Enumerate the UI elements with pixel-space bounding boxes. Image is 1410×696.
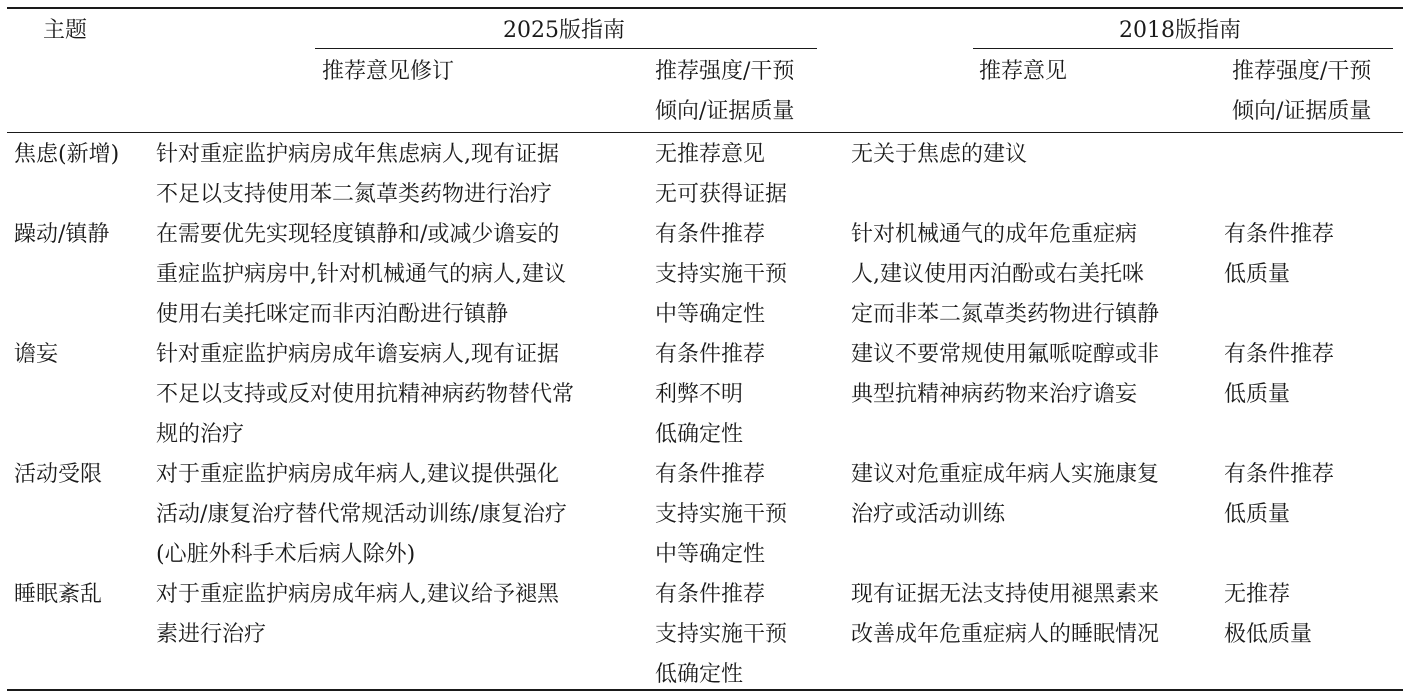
cell-line: 有条件推荐 [655, 582, 766, 607]
cell-line: 极低质量 [1224, 622, 1313, 647]
cell-line: 治疗或活动训练 [851, 502, 1006, 527]
cell-line: 不足以支持使用苯二氮䓬类药物进行治疗 [156, 182, 553, 207]
cell-line: 睡眠紊乱 [14, 582, 103, 607]
header-guideline-2018: 2018版指南 [1119, 18, 1241, 43]
cell-line: 典型抗精神病药物来治疗谵妄 [851, 382, 1138, 407]
cell-line: 支持实施干预 [655, 622, 788, 647]
cell-line: 支持实施干预 [655, 262, 788, 287]
header-rule [7, 132, 1403, 133]
cell-line: 无推荐 [1224, 582, 1291, 607]
cell-line: 无推荐意见 [655, 142, 766, 167]
header-strength-2025-line2: 倾向/证据质量 [655, 99, 795, 124]
cell-line: 低质量 [1224, 262, 1291, 287]
header-guideline-2025: 2025版指南 [503, 18, 625, 43]
cell-line: 活动受限 [14, 462, 103, 487]
cell-line: 谵妄 [14, 342, 59, 367]
cell-line: 支持实施干预 [655, 502, 788, 527]
cell-line: 建议不要常规使用氟哌啶醇或非 [851, 342, 1160, 367]
cell-line: 有条件推荐 [655, 462, 766, 487]
top-rule [7, 7, 1403, 9]
cell-line: 中等确定性 [655, 542, 766, 567]
header-rec-revision-2025: 推荐意见修订 [322, 59, 455, 84]
cell-line: (心脏外科手术后病人除外) [156, 542, 416, 567]
cell-line: 低确定性 [655, 422, 744, 447]
header-rec-2018: 推荐意见 [979, 59, 1068, 84]
cell-line: 针对重症监护病房成年谵妄病人,现有证据 [156, 342, 559, 367]
cell-line: 人,建议使用丙泊酚或右美托咪 [851, 262, 1144, 287]
cell-line: 有条件推荐 [1224, 342, 1335, 367]
cell-line: 有条件推荐 [655, 342, 766, 367]
cell-line: 对于重症监护病房成年病人,建议给予褪黑 [156, 582, 559, 607]
cell-line: 低质量 [1224, 502, 1291, 527]
cell-line: 低质量 [1224, 382, 1291, 407]
cell-line: 利弊不明 [655, 382, 744, 407]
cell-line: 中等确定性 [655, 302, 766, 327]
cell-line: 规的治疗 [156, 422, 245, 447]
cell-line: 改善成年危重症病人的睡眠情况 [851, 622, 1160, 647]
cell-line: 针对重症监护病房成年焦虑病人,现有证据 [156, 142, 559, 167]
cell-line: 针对机械通气的成年危重症病 [851, 222, 1138, 247]
cell-line: 重症监护病房中,针对机械通气的病人,建议 [156, 262, 566, 287]
cell-line: 低确定性 [655, 662, 744, 687]
cell-line: 使用右美托咪定而非丙泊酚进行镇静 [156, 302, 509, 327]
cell-line: 焦虑(新增) [14, 142, 120, 167]
cell-line: 无可获得证据 [655, 182, 788, 207]
cell-line: 不足以支持或反对使用抗精神病药物替代常 [156, 382, 575, 407]
cell-line: 素进行治疗 [156, 622, 267, 647]
cell-line: 在需要优先实现轻度镇静和/或减少谵妄的 [156, 222, 560, 247]
cell-line: 有条件推荐 [655, 222, 766, 247]
header-strength-2025-line1: 推荐强度/干预 [655, 59, 795, 84]
cell-line: 定而非苯二氮䓬类药物进行镇静 [851, 302, 1160, 327]
cell-line: 躁动/镇静 [14, 222, 110, 247]
header-topic: 主题 [43, 18, 88, 43]
cell-line: 活动/康复治疗替代常规活动训练/康复治疗 [156, 502, 567, 527]
cell-line: 无关于焦虑的建议 [851, 142, 1028, 167]
cell-line: 有条件推荐 [1224, 462, 1335, 487]
header-strength-2018-line2: 倾向/证据质量 [1232, 99, 1372, 124]
cell-line: 有条件推荐 [1224, 222, 1335, 247]
cell-line: 建议对危重症成年病人实施康复 [851, 462, 1160, 487]
header-strength-2018-line1: 推荐强度/干预 [1232, 59, 1372, 84]
cell-line: 现有证据无法支持使用褪黑素来 [851, 582, 1160, 607]
cell-line: 对于重症监护病房成年病人,建议提供强化 [156, 462, 559, 487]
